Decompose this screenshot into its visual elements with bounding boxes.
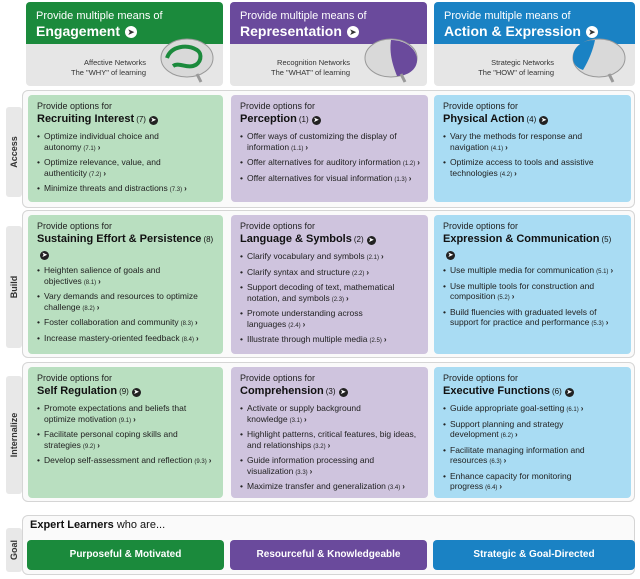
arrow-right-icon[interactable]: ➤ (540, 117, 547, 124)
cell-pre: Provide options for (240, 373, 316, 383)
arrow-right-icon[interactable]: ➤ (347, 26, 359, 38)
chevron-right-icon: › (366, 267, 369, 277)
network-name: Recognition Networks (277, 58, 350, 67)
chevron-right-icon: › (515, 430, 518, 439)
chevron-right-icon: › (503, 456, 507, 465)
cell-comprehension (231, 367, 428, 498)
checkpoint-item[interactable]: • Optimize access to tools and assistive technologies (4.2) › (443, 157, 623, 180)
header-representation (230, 2, 427, 86)
checkpoint-list (240, 403, 420, 494)
cell-pre: Provide options for (240, 221, 316, 231)
cell-pre: Provide options for (37, 101, 113, 111)
checkpoint-item[interactable]: • Vary demands and resources to optimize challenge (8.2) › (37, 291, 215, 314)
arrow-right-icon[interactable]: ➤ (313, 117, 320, 124)
guideline-number: (8) (203, 235, 214, 244)
arrow-right-icon[interactable]: ➤ (133, 389, 140, 396)
chevron-right-icon: › (605, 318, 609, 327)
network-desc: The "HOW" of learning (478, 68, 554, 77)
chevron-right-icon: › (103, 168, 107, 178)
row-label-text: Access (9, 136, 19, 168)
header-pre: Provide multiple means of (444, 10, 571, 22)
checkpoint-list (240, 251, 420, 347)
chevron-right-icon: › (514, 168, 517, 178)
network-desc: The "WHAT" of learning (271, 68, 350, 77)
chevron-right-icon: › (408, 173, 412, 183)
cell-perception (231, 95, 428, 202)
brain-recognition-icon (361, 36, 419, 84)
chevron-right-icon: › (505, 142, 508, 152)
checkpoint-item[interactable]: • Use multiple media for communication (5.1) › (443, 265, 623, 278)
chevron-right-icon: › (97, 142, 101, 152)
checkpoint-item[interactable]: • Build fluencies with graduated levels of support for practice and performance (5.3) › (443, 307, 623, 330)
checkpoint-item[interactable]: • Use multiple tools for construction and composition (5.2) › (443, 281, 623, 304)
chevron-right-icon: › (208, 456, 212, 465)
checkpoint-item[interactable]: • Vary the methods for response and navigation (4.1) › (443, 131, 623, 154)
cell-recruiting-interest (28, 95, 223, 202)
cell-pre: Provide options for (443, 373, 519, 383)
chevron-right-icon: › (380, 252, 384, 261)
row-label-text: Goal (9, 539, 19, 561)
header-title[interactable]: Action & Expression (444, 23, 581, 39)
checkpoint-item[interactable]: • Illustrate through multiple media (2.5) › (240, 334, 420, 347)
chevron-right-icon: › (309, 466, 313, 476)
cell-pre: Provide options for (240, 101, 316, 111)
chevron-right-icon: › (499, 482, 503, 491)
checkpoint-item[interactable]: • Enhance capacity for monitoring progress (6.4) › (443, 471, 623, 494)
cell-title[interactable]: Perception (1) ➤ (240, 113, 320, 125)
chevron-right-icon: › (195, 318, 198, 327)
checkpoint-item[interactable]: • Support decoding of text, mathematical notation, and symbols (2.3) › (240, 282, 420, 305)
network-desc: The "WHY" of learning (71, 68, 146, 77)
checkpoint-item[interactable]: • Highlight patterns, critical features, big ideas, and relationships (3.2) › (240, 429, 420, 452)
chevron-right-icon: › (133, 414, 136, 424)
checkpoint-item[interactable]: • Promote expectations and beliefs that optimize motivation (9.1) › (37, 403, 215, 426)
header-pre: Provide multiple means of (240, 10, 367, 22)
cell-title[interactable]: Expression & Communication (5)➤ (443, 233, 612, 259)
checkpoint-item[interactable]: • Clarify syntax and structure (2.2) › (240, 267, 420, 280)
cell-title[interactable]: Recruiting Interest (7) ➤ (37, 113, 157, 125)
goal-purposeful-motivated-button[interactable]: Purposeful & Motivated (27, 540, 224, 570)
goal-resourceful-knowledgeable-button[interactable]: Resourceful & Knowledgeable (230, 540, 427, 570)
cell-self-regulation (28, 367, 223, 498)
header-title[interactable]: Engagement (36, 23, 121, 39)
checkpoint-item[interactable]: • Offer alternatives for visual information (1.3) › (240, 173, 420, 186)
arrow-right-icon[interactable]: ➤ (447, 252, 454, 259)
row-label-access (6, 107, 22, 197)
checkpoint-item[interactable]: • Facilitate managing information and resources (6.3) › (443, 445, 623, 468)
checkpoint-item[interactable]: • Support planning and strategy development (6.2) › (443, 419, 623, 442)
row-label-text: Internalize (9, 412, 19, 458)
guideline-number: (9) (119, 387, 129, 396)
checkpoint-item[interactable]: • Offer ways of customizing the display of information (1.1) › (240, 131, 420, 154)
network-name: Strategic Networks (491, 58, 554, 67)
network-label (230, 58, 350, 78)
cell-pre: Provide options for (443, 221, 519, 231)
header-title[interactable]: Representation (240, 23, 342, 39)
checkpoint-list (37, 403, 215, 468)
chevron-right-icon: › (184, 184, 187, 193)
chevron-right-icon: › (305, 142, 309, 152)
header-pre: Provide multiple means of (36, 10, 163, 22)
chevron-right-icon: › (580, 404, 584, 413)
checkpoint-item[interactable]: • Optimize relevance, value, and authenticity (7.2) › (37, 157, 215, 180)
brain-affective-icon (157, 36, 215, 84)
chevron-right-icon: › (96, 302, 100, 312)
cell-pre: Provide options for (37, 373, 113, 383)
checkpoint-item[interactable]: • Offer alternatives for auditory information (1.2) › (240, 157, 420, 170)
guideline-number: (7) (136, 115, 146, 124)
cell-title[interactable]: Self Regulation (9) ➤ (37, 385, 140, 397)
goal-strategic-goal-directed-button[interactable]: Strategic & Goal-Directed (433, 540, 635, 570)
arrow-right-icon[interactable]: ➤ (41, 252, 48, 259)
arrow-right-icon[interactable]: ➤ (150, 117, 157, 124)
cell-sustaining-effort (28, 215, 223, 354)
checkpoint-item[interactable]: • Optimize individual choice and autonomy (7.1) › (37, 131, 215, 154)
cell-title[interactable]: Executive Functions (6) ➤ (443, 385, 573, 397)
checkpoint-item[interactable]: • Heighten salience of goals and objectives (8.1) › (37, 265, 215, 288)
arrow-right-icon[interactable]: ➤ (586, 26, 598, 38)
checkpoint-item[interactable]: • Increase mastery-oriented feedback (8.4) › (37, 333, 215, 346)
checkpoint-item[interactable]: • Minimize threats and distractions (7.3) › (37, 183, 215, 196)
row-label-goal (6, 528, 22, 572)
checkpoint-item[interactable]: • Guide information processing and visualization (3.3) › (240, 455, 420, 478)
network-name: Affective Networks (84, 58, 146, 67)
cell-title[interactable]: Comprehension (3) ➤ (240, 385, 346, 397)
chevron-right-icon: › (511, 292, 515, 301)
checkpoint-item[interactable]: • Foster collaboration and community (8.3) › (37, 317, 215, 330)
header-engagement (26, 2, 223, 86)
network-label (434, 58, 554, 78)
chevron-right-icon: › (97, 440, 100, 450)
checkpoint-item[interactable]: • Promote understanding across languages (2.4) › (240, 308, 420, 331)
chevron-right-icon: › (417, 158, 420, 167)
arrow-right-icon[interactable]: ➤ (368, 237, 375, 244)
cell-title[interactable]: Language & Symbols (2) ➤ (240, 233, 375, 245)
cell-executive-functions (434, 367, 631, 498)
guideline-number: (2) (353, 235, 364, 244)
row-label-build (6, 226, 22, 348)
chevron-right-icon: › (383, 335, 387, 344)
checkpoint-list (443, 131, 623, 180)
checkpoint-item[interactable]: • Activate or supply background knowledge (3.1) › (240, 403, 420, 426)
cell-title[interactable]: Sustaining Effort & Persistence (8)➤ (37, 233, 214, 259)
guideline-number: (4) (526, 115, 537, 124)
arrow-right-icon[interactable]: ➤ (340, 389, 346, 396)
chevron-right-icon: › (327, 440, 331, 450)
row-label-internalize (6, 376, 22, 494)
checkpoint-list (240, 131, 420, 185)
checkpoint-item[interactable]: • Clarify vocabulary and symbols (2.1) › (240, 251, 420, 264)
guideline-number: (1) (298, 115, 309, 124)
header-action-expression (434, 2, 635, 86)
checkpoint-item[interactable]: • Guide appropriate goal-setting (6.1) › (443, 403, 623, 416)
goal-title: Expert Learners who are... (30, 519, 166, 531)
checkpoint-item[interactable]: • Facilitate personal coping skills and strategies (9.2) › (37, 429, 215, 452)
chevron-right-icon: › (402, 482, 405, 491)
chevron-right-icon: › (302, 319, 306, 329)
cell-language-symbols (231, 215, 428, 354)
arrow-right-icon[interactable]: ➤ (125, 26, 137, 38)
row-label-text: Build (9, 275, 19, 299)
cell-title[interactable]: Physical Action (4) ➤ (443, 113, 547, 125)
chevron-right-icon: › (195, 333, 199, 343)
arrow-right-icon[interactable]: ➤ (566, 389, 573, 396)
chevron-right-icon: › (610, 266, 614, 275)
cell-pre: Provide options for (443, 101, 519, 111)
guideline-number: (6) (551, 387, 562, 396)
checkpoint-list (443, 403, 623, 494)
brain-strategic-icon (569, 36, 627, 84)
chevron-right-icon: › (98, 276, 101, 286)
checkpoint-item[interactable]: • Maximize transfer and generalization (3.4) › (240, 481, 420, 494)
cell-expression-communication (434, 215, 631, 354)
cell-pre: Provide options for (37, 221, 113, 231)
guideline-number: (3) (325, 387, 336, 396)
chevron-right-icon: › (303, 414, 307, 424)
cell-physical-action (434, 95, 631, 202)
checkpoint-list (443, 265, 623, 330)
network-label (26, 58, 146, 78)
checkpoint-item[interactable]: • Develop self-assessment and reflection (9.3) › (37, 455, 215, 468)
guideline-number: (5) (601, 235, 612, 244)
chevron-right-icon: › (346, 293, 349, 303)
checkpoint-list (37, 265, 215, 345)
checkpoint-list (37, 131, 215, 196)
